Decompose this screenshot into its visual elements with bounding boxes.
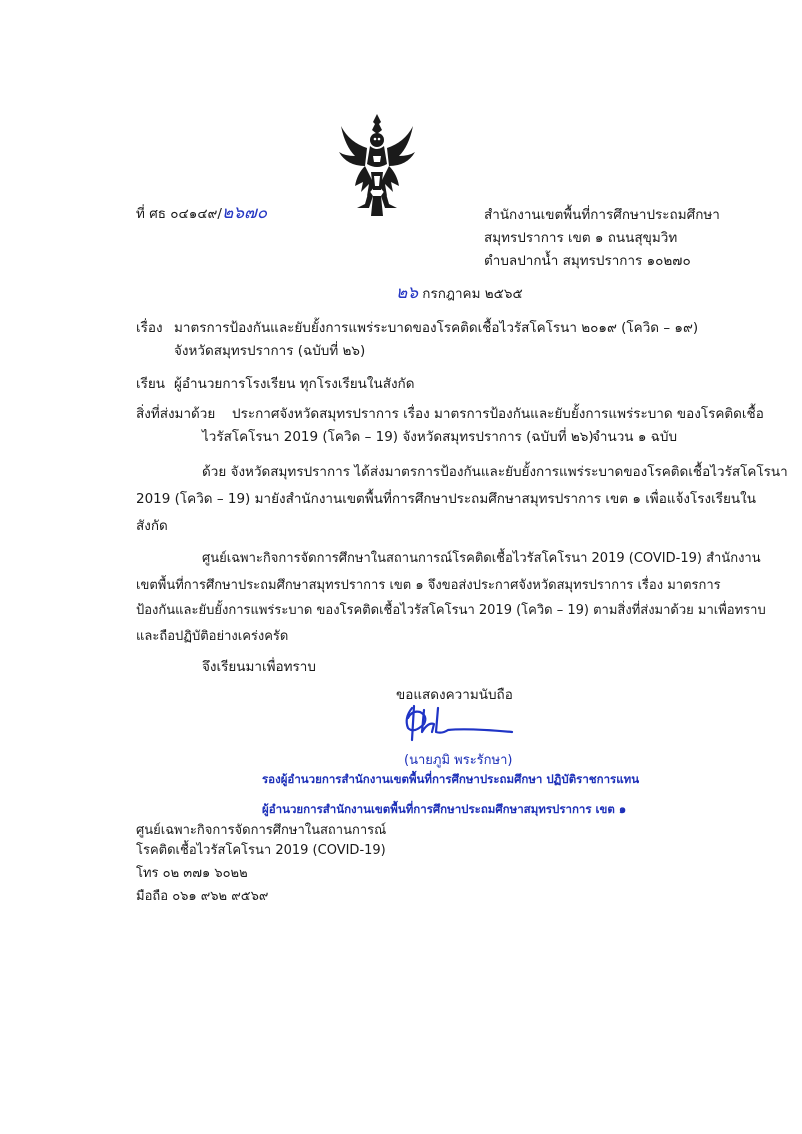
- footer-unit-line1: ศูนย์เฉพาะกิจการจัดการศึกษาในสถานการณ์: [136, 823, 387, 838]
- letter-date: ๒๖ กรกฎาคม ๒๕๖๕: [396, 283, 523, 303]
- garuda-emblem-icon: [335, 112, 419, 220]
- office-address-line3: ตำบลปากน้ำ สมุทรปราการ ๑๐๒๗๐: [484, 253, 691, 269]
- subject-line1: มาตรการป้องกันและยับยั้งการแพร่ระบาดของโรคติดเชื้อไวรัสโคโรนา ๒๐๑๙ (โควิด – ๑๙): [174, 320, 699, 336]
- enclosure-count: จำนวน ๑ ฉบับ: [592, 429, 678, 445]
- to-label: เรียน: [136, 376, 166, 392]
- paragraph2-line4: และถือปฏิบัติอย่างเคร่งครัด: [136, 629, 289, 644]
- paragraph3: จึงเรียนมาเพื่อทราบ: [202, 659, 316, 675]
- paragraph2-line1: ศูนย์เฉพาะกิจการจัดการศึกษาในสถานการณ์โรคติดเชื้อไวรัสโคโรนา 2019 (COVID-19) สำนักงาน: [202, 551, 761, 566]
- closing-text: ขอแสดงความนับถือ: [396, 687, 513, 703]
- subject-label: เรื่อง: [136, 320, 163, 336]
- handwritten-reference: ๒๖๗๐: [221, 203, 268, 223]
- enclosure-line1: ประกาศจังหวัดสมุทรปราการ เรื่อง มาตรการป้องกันและยับยั้งการแพร่ระบาด ของโรคติดเชื้อ: [232, 406, 764, 422]
- paragraph2-line3: ป้องกันและยับยั้งการแพร่ระบาด ของโรคติดเชื้อไวรัสโคโรนา 2019 (โควิด – 19) ตามสิ่งที่ส่งมาด้วย มาเพื่อทราบ: [136, 603, 766, 618]
- enclosure-label: สิ่งที่ส่งมาด้วย: [136, 406, 216, 422]
- footer-phone: โทร ๐๒ ๓๗๑ ๖๐๒๒: [136, 866, 248, 881]
- paragraph2-line2: เขตพื้นที่การศึกษาประถมศึกษาสมุทรปราการ เขต ๑ จึงขอส่งประกาศจังหวัดสมุทรปราการ เรื่อง มาตรการ: [136, 578, 721, 593]
- signer-name: (นายภูมิ พระรักษา): [404, 753, 513, 768]
- footer-unit-line2: โรคติดเชื้อไวรัสโคโรนา 2019 (COVID-19): [136, 843, 386, 858]
- signature-image: [398, 702, 518, 746]
- enclosure-line2: ไวรัสโคโรนา 2019 (โควิด – 19) จังหวัดสมุทรปราการ (ฉบับที่ ๒๖): [202, 429, 594, 445]
- paragraph1-line3: สังกัด: [136, 518, 168, 534]
- office-address-line1: สำนักงานเขตพื้นที่การศึกษาประถมศึกษา: [484, 207, 720, 223]
- signer-position-line2: ผู้อำนวยการสำนักงานเขตพื้นที่การศึกษาประถมศึกษาสมุทรปราการ เขต ๑: [262, 802, 627, 816]
- paragraph1-line2: 2019 (โควิด – 19) มายังสำนักงานเขตพื้นที่การศึกษาประถมศึกษาสมุทรปราการ เขต ๑ เพื่อแจ้งโรงเรียนใน: [136, 491, 756, 507]
- reference-number: ที่ ศธ ๐๔๑๔๙/๒๖๗๐: [136, 203, 268, 223]
- paragraph1-line1: ด้วย จังหวัดสมุทรปราการ ได้ส่งมาตรการป้องกันและยับยั้งการแพร่ระบาดของโรคติดเชื้อไวรัสโคโรนา: [202, 464, 788, 480]
- signer-position-line1: รองผู้อำนวยการสำนักงานเขตพื้นที่การศึกษาประถมศึกษา ปฏิบัติราชการแทน: [262, 772, 640, 786]
- to-recipient: ผู้อำนวยการโรงเรียน ทุกโรงเรียนในสังกัด: [174, 376, 415, 392]
- subject-line2: จังหวัดสมุทรปราการ (ฉบับที่ ๒๖): [174, 343, 366, 359]
- office-address-line2: สมุทรปราการ เขต ๑ ถนนสุขุมวิท: [484, 230, 678, 246]
- handwritten-date-day: ๒๖: [396, 283, 418, 303]
- footer-mobile: มือถือ ๐๖๑ ๙๖๒ ๙๕๖๙: [136, 889, 269, 904]
